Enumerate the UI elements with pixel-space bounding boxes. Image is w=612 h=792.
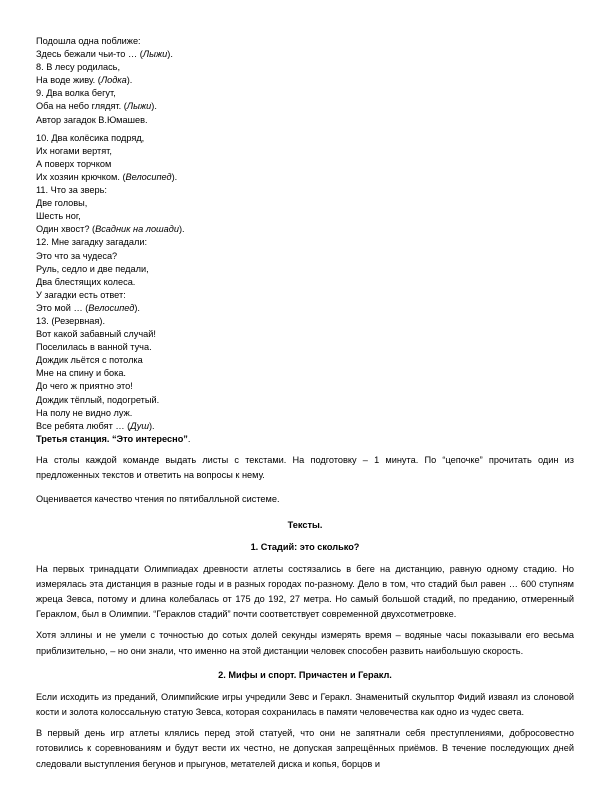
riddle-answer: Велосипед: [88, 302, 135, 313]
riddle-line: [36, 250, 574, 263]
riddle-line: [36, 210, 574, 223]
section-title-stadium: 1. Стадий: это сколько?: [250, 541, 360, 552]
riddles-block-b: [36, 132, 574, 433]
riddle-text: Дождик тёплый, подогретый.: [36, 394, 160, 405]
riddle-line: [36, 380, 574, 393]
riddle-text: Дождик льётся с потолка: [36, 355, 143, 366]
riddle-text: 8. В лесу родилась,: [36, 62, 121, 73]
riddle-text: Это мой … (: [36, 302, 89, 313]
riddle-text: Вот какой забавный случай!: [36, 329, 156, 340]
riddle-line: [36, 276, 574, 289]
riddle-answer: Всадник на лошади: [95, 224, 179, 235]
riddle-text: 11. Что за зверь:: [36, 185, 107, 196]
riddle-line: [36, 132, 574, 145]
riddle-line: [36, 302, 574, 315]
riddle-line: [36, 328, 574, 341]
station-title: Третья станция. “Это интересно”: [36, 433, 188, 444]
riddle-text: У загадки есть ответ:: [36, 289, 126, 300]
riddle-line: [36, 145, 574, 158]
riddle-line: [36, 74, 574, 87]
riddle-line: [36, 394, 574, 407]
riddle-punctuation: ).: [178, 224, 185, 235]
riddle-line: [36, 114, 574, 127]
section-paragraph: Если исходить из преданий, Олимпийские игры учредили Зевс и Геракл. Знаменитый скульптор Фидий изваял из слоновой кости и золота колоссальную статую Зевса, которая сохранилась в памяти человечества как одно из чудес света.: [36, 691, 574, 717]
riddle-punctuation: ).: [148, 420, 155, 431]
riddle-text: 13. (Резервная).: [36, 315, 105, 326]
instruction-paragraph: На столы каждой команде выдать листы с текстами. На подготовку – 1 минута. По “цепочке” прочитать один из предложенных текстов и ответить на вопросы к нему.: [36, 454, 574, 481]
riddle-text: На полу не видно луж.: [36, 407, 133, 418]
riddle-line: [36, 341, 574, 354]
riddle-punctuation: ).: [151, 101, 157, 112]
section-paragraph: Хотя эллины и не умели с точностью до сотых долей секунды измерять время – водяные часы показывали его весьма приблизительно, – но они знали, что именно на этой дистанции человек способен развить наибольшую скорость.: [36, 630, 574, 656]
riddle-text: Все ребята любят … (: [36, 420, 131, 431]
riddle-text: А поверх торчком: [36, 158, 112, 169]
riddle-line: [36, 236, 574, 249]
riddle-line: [36, 420, 574, 433]
riddle-answer: Лыжи: [126, 101, 152, 112]
riddle-text: Два блестящих колеса.: [36, 276, 136, 287]
riddle-text: Автор загадок В.Юмашев.: [36, 114, 148, 125]
riddle-text: Здесь бежали чьи-то … (: [36, 49, 143, 60]
riddle-line: [36, 184, 574, 197]
riddle-line: [36, 61, 574, 74]
riddle-answer: Лыжи: [142, 49, 168, 60]
texts-heading: Тексты.: [287, 519, 323, 530]
riddle-line: [36, 407, 574, 420]
station-title-tail: .: [187, 433, 191, 444]
riddle-answer: Велосипед: [125, 171, 172, 182]
riddle-text: Их хозяин крючком. (: [36, 171, 126, 182]
riddle-text: На воде живу. (: [36, 75, 101, 86]
riddle-text: 10. Два колёсика подряд,: [36, 132, 145, 143]
grading-note: Оценивается качество чтения по пятибалльной системе.: [36, 494, 280, 505]
riddle-line: [36, 263, 574, 276]
riddle-line: [36, 171, 574, 184]
riddle-line: [36, 354, 574, 367]
section-paragraph: На первых тринадцати Олимпиадах древности атлеты состязались в беге на дистанцию, равную одному стадию. Но измерялась эта дистанция в разные годы и в разных городах по-разному. Дело в том, что стадий был равен … 600 ступням жреца Зевса, потому и длина колебалась от 175 до 192, 27 метра. Но самый большой стадий, по преданию, отмеренный Гераклом, был в Олимпии. “Гераклов стадий” почти соответствует современной двухсотметровке.: [36, 563, 574, 620]
riddle-text: Две головы,: [36, 198, 88, 209]
riddle-text: До чего ж приятно это!: [36, 381, 133, 392]
riddle-text: Их ногами вертят,: [36, 145, 112, 156]
riddle-text: Подошла одна поближе:: [36, 36, 141, 46]
riddle-text: Это что за чудеса?: [36, 250, 118, 261]
riddle-text: 9. Два волка бегут,: [36, 88, 116, 99]
riddle-text: Поселилась в ванной туча.: [36, 342, 152, 353]
riddle-text: Шесть ног,: [36, 211, 81, 222]
riddle-punctuation: ).: [167, 49, 173, 60]
section-title-myths: 2. Мифы и спорт. Причастен и Геракл.: [218, 669, 392, 680]
riddle-line: [36, 289, 574, 302]
riddles-block-a: [36, 35, 574, 127]
riddle-line: [36, 35, 574, 48]
riddle-line: [36, 197, 574, 210]
riddle-answer: Лодка: [100, 75, 127, 86]
riddle-line: [36, 100, 574, 113]
riddle-answer: Душ: [130, 420, 149, 431]
section-paragraph: В первый день игр атлеты клялись перед этой статуей, что они не запятнали себя преступлениями, добросовестно готовились к соревнованиям и будут вести их честно, не допуская запрещённых приёмов. В течение последующих дней следовали выступления бегунов и прыгунов, метателей диска и копья, борцов и: [36, 728, 574, 769]
riddle-line: [36, 367, 574, 380]
riddle-text: Один хвост? (: [36, 224, 96, 235]
riddle-text: Мне на спину и бока.: [36, 368, 126, 379]
document-page: [36, 35, 574, 772]
riddle-punctuation: ).: [126, 75, 133, 86]
riddle-line: [36, 315, 574, 328]
riddle-text: Оба на небо глядят. (: [36, 101, 127, 112]
riddle-line: [36, 48, 574, 61]
riddle-line: [36, 158, 574, 171]
riddle-line: [36, 223, 574, 236]
riddle-line: [36, 87, 574, 100]
riddle-text: Руль, седло и две педали,: [36, 263, 149, 274]
riddle-text: 12. Мне загадку загадали:: [36, 237, 148, 248]
riddle-punctuation: ).: [171, 171, 178, 182]
riddle-punctuation: ).: [134, 302, 140, 313]
station-heading: [36, 433, 574, 446]
